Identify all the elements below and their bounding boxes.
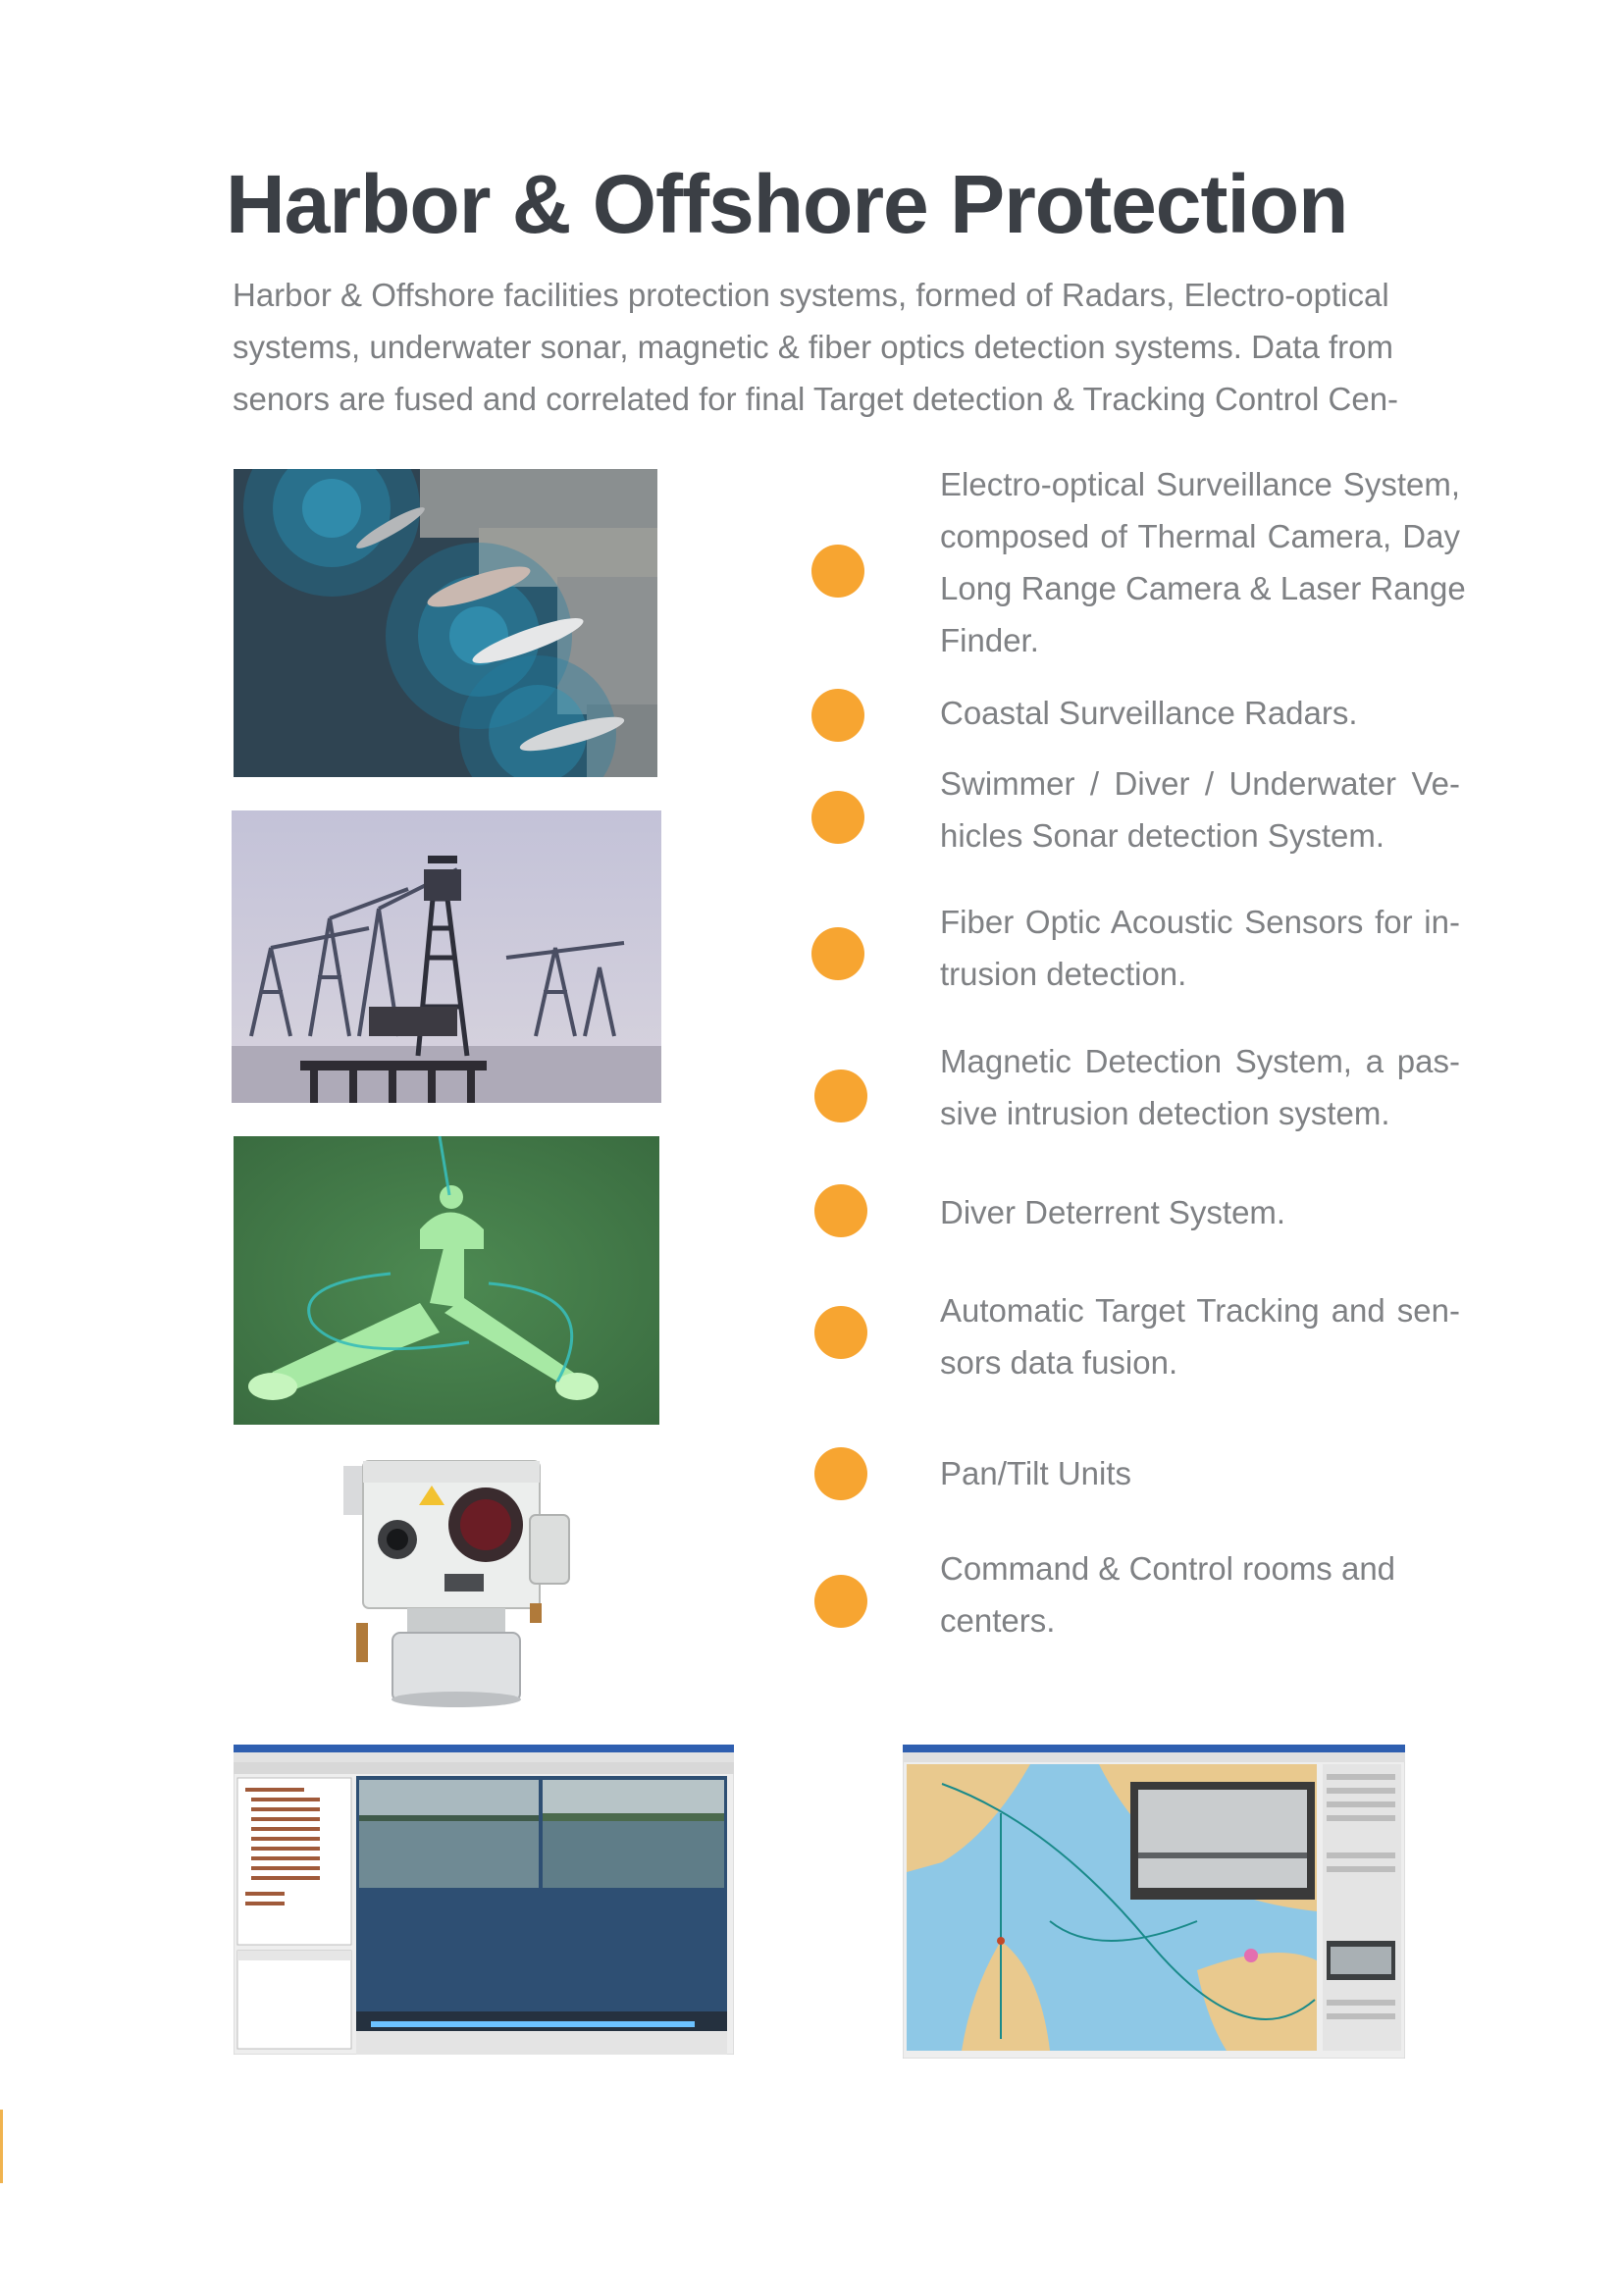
bullet-dot [814,1306,867,1359]
bullet-dot [814,1447,867,1500]
port-cranes-radar-tower-image [232,810,661,1103]
bullet-dot [814,1070,867,1122]
bullet-dot [811,689,864,742]
feature-line: Diver Deterrent System. [940,1194,1286,1230]
video-surveillance-software-screenshot [234,1745,734,2055]
feature-line: Electro-optical Surveillance System, [940,466,1460,502]
feature-text [940,458,1466,666]
nautical-chart-tracking-software-screenshot [903,1745,1405,2059]
intro-paragraph [233,269,1410,425]
feature-line: centers. [940,1602,1056,1639]
pan-tilt-camera-unit-image [339,1456,579,1709]
feature-text [940,1284,1460,1388]
feature-text [940,757,1460,861]
feature-line: Swimmer / Diver / Underwater Ve- [940,765,1460,802]
bullet-dot [811,791,864,844]
feature-line: sors data fusion. [940,1344,1178,1381]
feature-line: hicles Sonar detection System. [940,817,1385,854]
intro-line: Harbor & Offshore facilities protection systems, formed of Radars, Electro-optical [233,277,1389,313]
bullet-dot [814,1184,867,1237]
feature-text [940,1447,1460,1499]
feature-line: Magnetic Detection System, a pas- [940,1043,1460,1079]
feature-text [940,896,1460,1000]
feature-text [940,1035,1460,1139]
bullet-dot [811,927,864,980]
underwater-sonar-tripod-image [234,1136,659,1425]
feature-line: composed of Thermal Camera, Day [940,518,1460,554]
feature-line: sive intrusion detection system. [940,1095,1390,1131]
feature-line: trusion detection. [940,956,1187,992]
feature-line: Finder. [940,622,1039,658]
feature-line: Coastal Surveillance Radars. [940,695,1358,731]
bullet-dot [811,545,864,598]
feature-line: Long Range Camera & Laser Range [940,570,1466,606]
intro-line: senors are fused and correlated for final Target detection & Tracking Control Cen- [233,381,1399,417]
feature-line: Automatic Target Tracking and sen- [940,1292,1460,1329]
harbor-aerial-sonar-image [234,469,657,777]
page-edge-mark [0,2110,3,2183]
feature-text [940,687,1460,739]
feature-line: Pan/Tilt Units [940,1455,1132,1491]
feature-text [940,1542,1460,1646]
feature-line: Command & Control rooms and [940,1550,1396,1587]
feature-text [940,1186,1460,1238]
page-title: Harbor & Offshore Protection [226,158,1348,250]
intro-line: systems, underwater sonar, magnetic & fiber optics detection systems. Data from [233,329,1393,365]
bullet-dot [814,1575,867,1628]
feature-line: Fiber Optic Acoustic Sensors for in- [940,904,1460,940]
